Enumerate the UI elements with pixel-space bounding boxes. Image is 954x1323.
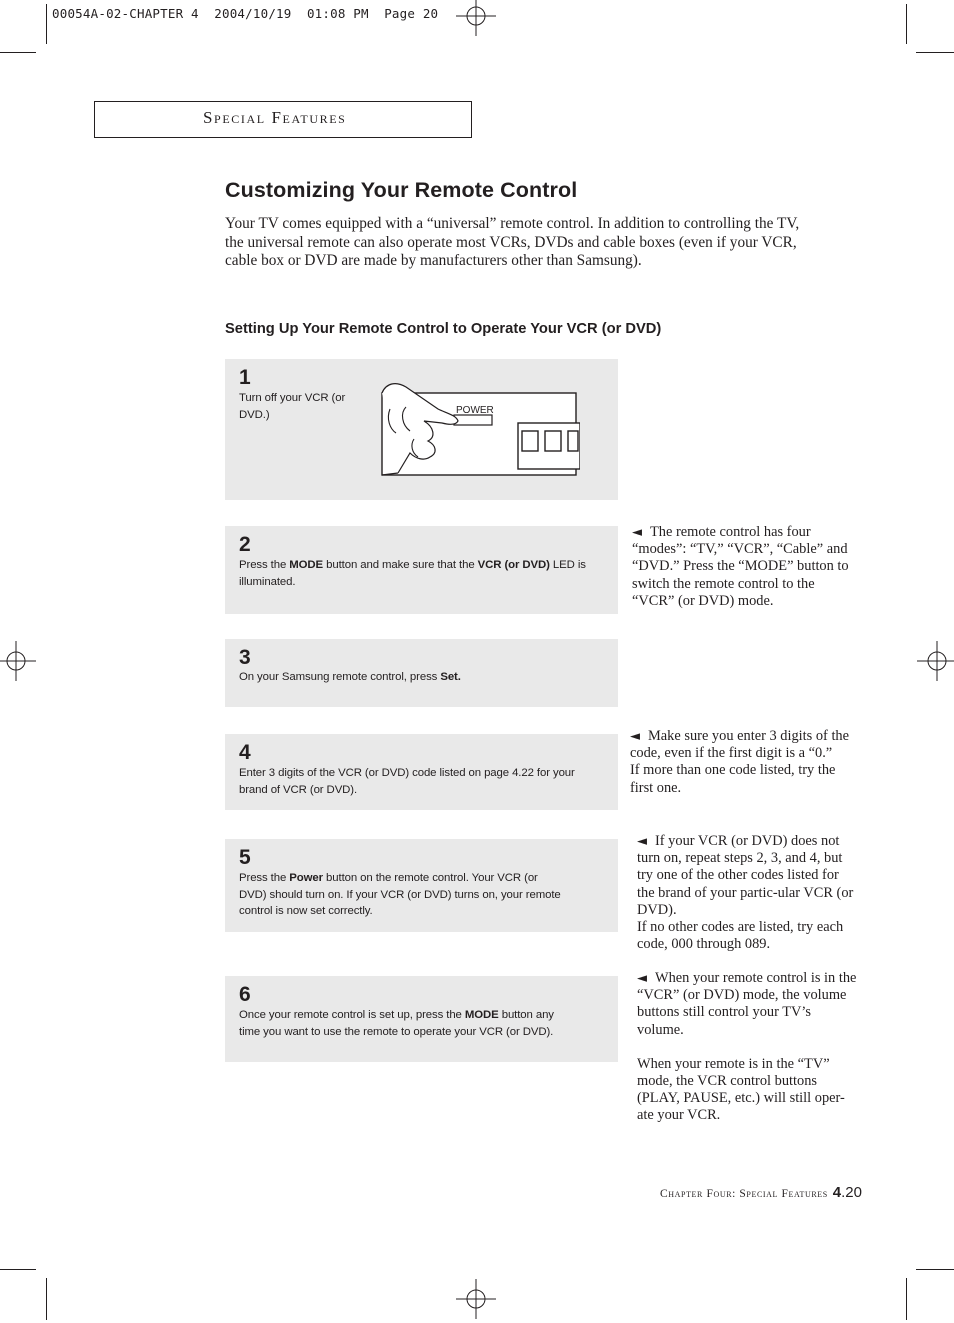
- step-number: 2: [239, 533, 251, 556]
- step-1-panel: [225, 359, 618, 500]
- crop-mark: [46, 4, 47, 44]
- step-text: Turn off your VCR (or DVD.): [239, 392, 346, 421]
- mode-keyword: MODE: [289, 559, 324, 571]
- side-note: ◄ The remote control has four “modes”: “TV,” “VCR”, “Cable” and “DVD.” Press the “MODE” button to switch the remote control to the “VCR” (or DVD) mode.: [632, 524, 849, 609]
- step-text: Once your remote control is set up, press the MODE button any time you want to use the remote to operate your VCR (or DVD).: [239, 1009, 554, 1038]
- arrow-left-icon: ◄: [632, 525, 642, 540]
- power-label: POWER: [456, 405, 494, 416]
- arrow-left-icon: ◄: [637, 834, 647, 849]
- mode-keyword: MODE: [464, 1009, 499, 1021]
- crop-mark: [0, 52, 36, 53]
- side-note: ◄ When your remote control is in the “VCR” (or DVD) mode, the volume buttons still control your TV’s volume. When your remote is in the “TV” mode, the VCR control buttons (PLAY, PAUSE, etc.) will still oper-ate your VCR.: [637, 970, 857, 1124]
- registration-mark-icon: [456, 1279, 496, 1319]
- registration-mark-icon: [0, 641, 36, 681]
- print-slug: 00054A-02-CHAPTER 4 2004/10/19 01:08 PM Page 20: [52, 6, 439, 21]
- vcr-keyword: VCR (or DVD): [477, 559, 550, 571]
- crop-mark: [916, 1269, 954, 1270]
- arrow-left-icon: ◄: [630, 729, 640, 744]
- power-keyword: Power: [289, 872, 323, 884]
- set-keyword: Set.: [440, 671, 461, 683]
- step-number: 3: [239, 646, 251, 669]
- page-title: Customizing Your Remote Control: [225, 178, 578, 202]
- step-3-panel: [225, 639, 618, 707]
- section-subtitle: Setting Up Your Remote Control to Operate Your VCR (or DVD): [225, 321, 662, 337]
- step-5-panel: [225, 839, 618, 932]
- step-text: Press the Power button on the remote control. Your VCR (or DVD) should turn on. If your VCR (or DVD) turns on, your remote control is now set correctly.: [239, 872, 561, 917]
- power-button-illustration: [380, 379, 580, 479]
- step-number: 4: [239, 741, 251, 764]
- arrow-left-icon: ◄: [637, 971, 647, 986]
- step-text: Press the MODE button and make sure that the VCR (or DVD) LED is illuminated.: [239, 559, 586, 588]
- section-label: Special Features: [203, 108, 347, 127]
- page-number: 4.20: [832, 1184, 862, 1201]
- step-number: 6: [239, 983, 251, 1006]
- crop-mark: [0, 1269, 36, 1270]
- side-note: ◄ Make sure you enter 3 digits of the code, even if the first digit is a “0.” If more than one code listed, try the first one.: [630, 728, 850, 796]
- footer-chapter: Chapter Four: Special Features: [660, 1188, 828, 1200]
- step-number: 5: [239, 846, 251, 869]
- crop-mark: [906, 1278, 907, 1320]
- step-4-panel: [225, 734, 618, 810]
- intro-paragraph: Your TV comes equipped with a “universal” remote control. In addition to controlling the TV, the universal remote can also operate most VCRs, DVDs and cable boxes (even if your VCR, cable box or DVD are made by manufacturers other than Samsung).: [225, 215, 800, 269]
- side-note: ◄ If your VCR (or DVD) does not turn on, repeat steps 2, 3, and 4, but try one of the other codes listed for the brand of your partic-ular VCR (or DVD). If no other codes are listed, try each code, 000 through 089.: [637, 833, 854, 953]
- crop-mark: [916, 52, 954, 53]
- step-text: On your Samsung remote control, press Set.: [239, 671, 461, 683]
- crop-mark: [46, 1278, 47, 1320]
- registration-mark-icon: [456, 0, 496, 36]
- page-footer: [660, 1184, 862, 1201]
- step-number: 1: [239, 366, 251, 389]
- step-2-panel: [225, 526, 618, 614]
- step-6-panel: [225, 976, 618, 1062]
- step-text: Enter 3 digits of the VCR (or DVD) code listed on page 4.22 for your brand of VCR (or DVD).: [239, 767, 575, 796]
- registration-mark-icon: [917, 641, 954, 681]
- crop-mark: [906, 4, 907, 44]
